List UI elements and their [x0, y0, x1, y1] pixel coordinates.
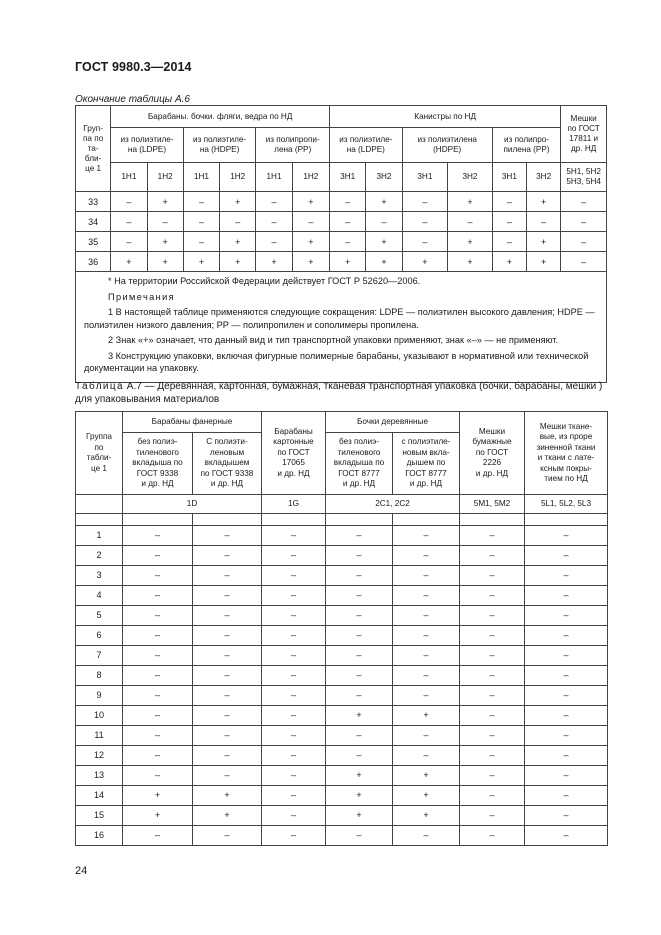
table-cell: – — [460, 606, 525, 626]
table-row — [76, 706, 608, 726]
table-cell: – — [525, 806, 608, 826]
table-cell: – — [460, 526, 525, 546]
table-cell: – — [326, 626, 393, 646]
group-number: 7 — [76, 646, 123, 666]
table-cell: – — [262, 646, 326, 666]
table-cell: – — [525, 726, 608, 746]
table-cell: – — [183, 232, 219, 252]
table-row — [76, 626, 608, 646]
group-number: 4 — [76, 586, 123, 606]
table-cell: – — [262, 666, 326, 686]
table-cell: – — [330, 192, 366, 212]
group-number: 36 — [76, 252, 111, 272]
table-cell: – — [460, 626, 525, 646]
table-cell: – — [492, 192, 526, 212]
type-code: 1H1 — [256, 163, 292, 192]
table-cell: – — [525, 586, 608, 606]
table-a6-caption: Окончание таблицы А.6 — [75, 94, 190, 105]
type-code: 1H2 — [292, 163, 329, 192]
table-cell: – — [123, 566, 193, 586]
table-cell: – — [393, 686, 460, 706]
table-cell: – — [123, 606, 193, 626]
table-cell: – — [193, 726, 262, 746]
table-cell: – — [526, 212, 560, 232]
table-cell: – — [256, 192, 292, 212]
table-row — [76, 806, 608, 826]
table-cell: + — [448, 252, 493, 272]
table-cell: – — [262, 706, 326, 726]
table-cell: – — [123, 726, 193, 746]
table-cell: + — [183, 252, 219, 272]
table-row — [76, 826, 608, 846]
group-number: 33 — [76, 192, 111, 212]
table-a7-caption-text: А.7 — Деревянная, картонная, бумажная, тканевая транспортная упаковка (бочки, барабаны, мешки ) для упаковывания материалов — [75, 381, 603, 405]
table-cell: + — [147, 192, 183, 212]
group-number: 9 — [76, 686, 123, 706]
table-cell: – — [123, 586, 193, 606]
table-cell: – — [460, 566, 525, 586]
table-cell: + — [402, 252, 448, 272]
table-cell: – — [262, 826, 326, 846]
table-cell: – — [525, 826, 608, 846]
table-cell: – — [292, 212, 329, 232]
table-cell: – — [525, 706, 608, 726]
table-cell: – — [460, 706, 525, 726]
table-row — [76, 192, 607, 212]
table-cell: – — [193, 706, 262, 726]
table-row — [76, 746, 608, 766]
table-cell: – — [525, 746, 608, 766]
table-cell: – — [326, 586, 393, 606]
table-cell: – — [460, 586, 525, 606]
table-cell: – — [262, 566, 326, 586]
table-row — [76, 232, 607, 252]
table-cell: – — [492, 232, 526, 252]
table-cell: – — [460, 766, 525, 786]
table-row — [76, 786, 608, 806]
table-cell: + — [526, 252, 560, 272]
table-row — [76, 766, 608, 786]
table-cell: – — [183, 192, 219, 212]
group-number: 12 — [76, 746, 123, 766]
table-cell: – — [123, 766, 193, 786]
table-cell: – — [193, 826, 262, 846]
note: 3 Конструкцию упаковки, включая фигурные полимерные барабаны, указывают в нормативной или технической документации на упаковку. — [84, 350, 589, 373]
table-cell: + — [326, 786, 393, 806]
table-cell: + — [220, 252, 256, 272]
table-cell: – — [393, 606, 460, 626]
table-cell: + — [193, 786, 262, 806]
notes-heading: Примечания — [108, 291, 176, 302]
table-cell: – — [492, 212, 526, 232]
material-header: из полипро- пилена (PP) — [492, 128, 560, 163]
group-number: 8 — [76, 666, 123, 686]
table-cell: – — [402, 212, 448, 232]
group-number: 11 — [76, 726, 123, 746]
table-cell: – — [561, 212, 607, 232]
table-row — [76, 566, 608, 586]
notes-cell — [76, 272, 607, 383]
table-cell: – — [326, 826, 393, 846]
table-cell: + — [526, 232, 560, 252]
table-cell: + — [326, 766, 393, 786]
table-cell: – — [147, 212, 183, 232]
table-cell: + — [326, 806, 393, 826]
table-cell: – — [193, 766, 262, 786]
type-code: 1H2 — [220, 163, 256, 192]
table-cell: + — [448, 232, 493, 252]
table-cell: + — [123, 786, 193, 806]
table-cell: + — [526, 192, 560, 212]
table-cell: – — [262, 686, 326, 706]
table-cell: – — [393, 666, 460, 686]
table-row — [76, 546, 608, 566]
table-cell: – — [123, 626, 193, 646]
type-code: 3H1 — [402, 163, 448, 192]
table-cell: – — [460, 546, 525, 566]
table-cell: – — [393, 546, 460, 566]
table-cell: – — [561, 252, 607, 272]
table-cell: – — [123, 526, 193, 546]
table-cell: – — [326, 746, 393, 766]
table-cell: – — [262, 626, 326, 646]
table-cell: – — [525, 686, 608, 706]
material-header: из полипропи- лена (PP) — [256, 128, 330, 163]
group-number: 34 — [76, 212, 111, 232]
paper-bags-header: Мешки бумажные по ГОСТ 2226 и др. НД — [460, 412, 525, 495]
table-cell: – — [111, 232, 147, 252]
group-header: Груп- па по та- бли- це 1 — [76, 106, 111, 192]
material-header: из полиэтиле- на (LDPE) — [330, 128, 403, 163]
table-cell: – — [393, 646, 460, 666]
table-cell: – — [561, 232, 607, 252]
table-cell: + — [366, 232, 402, 252]
code-cell — [76, 495, 123, 514]
table-cell: – — [460, 806, 525, 826]
table-cell: – — [525, 646, 608, 666]
table-cell: – — [330, 212, 366, 232]
table-cell: – — [393, 566, 460, 586]
cardboard-drums-header: Барабаны картонные по ГОСТ 17065 и др. НД — [262, 412, 326, 495]
type-code: 3H2 — [448, 163, 493, 192]
table-cell: – — [123, 546, 193, 566]
table-cell: + — [292, 192, 329, 212]
table-cell: + — [292, 252, 329, 272]
table-row — [76, 666, 608, 686]
table-a6 — [75, 105, 607, 383]
table-cell: + — [123, 806, 193, 826]
table-cell: – — [262, 766, 326, 786]
drums-header: Барабаны. бочки. фляги, ведра по НД — [111, 106, 330, 128]
table-cell: + — [292, 232, 329, 252]
table-cell: – — [330, 232, 366, 252]
group-number: 1 — [76, 526, 123, 546]
table-cell: – — [393, 626, 460, 646]
document-code: ГОСТ 9980.3—2014 — [75, 60, 192, 74]
table-cell: – — [262, 526, 326, 546]
table-cell: – — [193, 646, 262, 666]
table-cell: + — [147, 252, 183, 272]
table-cell: – — [193, 546, 262, 566]
table-cell: + — [492, 252, 526, 272]
type-code: 3H1 — [330, 163, 366, 192]
table-cell: + — [448, 192, 493, 212]
table-cell: + — [326, 706, 393, 726]
table-cell: – — [460, 666, 525, 686]
table-a7-caption — [75, 381, 615, 406]
group-number: 3 — [76, 566, 123, 586]
group-number: 13 — [76, 766, 123, 786]
group-number: 35 — [76, 232, 111, 252]
table-cell: + — [330, 252, 366, 272]
barrels-with-liner-header: с полиэтиле- новым вкла- дышем по ГОСТ 8777 и др. НД — [393, 433, 460, 495]
table-cell: – — [193, 606, 262, 626]
table-row — [76, 646, 608, 666]
table-cell: + — [193, 806, 262, 826]
note: 1 В настоящей таблице применяются следующие сокращения: LDPE — полиэтилен высокого давления; HDPE — полиэтилен низкого давления; PP — полипропилен и сополимеры пропилена. — [84, 307, 595, 330]
table-cell: – — [123, 666, 193, 686]
group-number: 10 — [76, 706, 123, 726]
table-cell: + — [366, 252, 402, 272]
code-cell: 1D — [123, 495, 262, 514]
wooden-barrels-header: Бочки деревянные — [326, 412, 460, 433]
table-cell: – — [402, 192, 448, 212]
table-cell: – — [193, 566, 262, 586]
table-cell: – — [460, 726, 525, 746]
canisters-header: Канистры по НД — [330, 106, 561, 128]
table-cell: – — [393, 586, 460, 606]
table-cell: – — [525, 666, 608, 686]
table-cell: – — [111, 212, 147, 232]
plywood-no-liner-header: без полиэ- тиленового вкладыша по ГОСТ 9338 и др. НД — [123, 433, 193, 495]
group-number: 16 — [76, 826, 123, 846]
code-cell: 1G — [262, 495, 326, 514]
table-cell: – — [262, 726, 326, 746]
table-cell: – — [460, 646, 525, 666]
table-cell: – — [525, 626, 608, 646]
page-number: 24 — [75, 865, 88, 877]
note: 2 Знак «+» означает, что данный вид и тип транспортной упаковки применяют, знак «–» — не применяют. — [108, 335, 559, 345]
table-cell: – — [193, 686, 262, 706]
table-cell: – — [256, 232, 292, 252]
table-row — [76, 252, 607, 272]
table-cell: – — [326, 646, 393, 666]
table-cell: – — [326, 686, 393, 706]
table-cell: – — [193, 746, 262, 766]
group-number: 5 — [76, 606, 123, 626]
table-cell: – — [393, 826, 460, 846]
code-cell: 2C1, 2C2 — [326, 495, 460, 514]
table-cell: – — [460, 686, 525, 706]
table-cell: – — [193, 666, 262, 686]
table-cell: – — [460, 786, 525, 806]
table-cell: + — [393, 706, 460, 726]
table-cell: + — [220, 232, 256, 252]
table-cell: – — [123, 826, 193, 846]
table-cell: + — [147, 232, 183, 252]
table-cell: – — [262, 546, 326, 566]
table-cell: – — [525, 766, 608, 786]
table-cell: – — [326, 606, 393, 626]
bags-header: Мешки по ГОСТ 17811 и др. НД — [561, 106, 607, 163]
table-cell: – — [460, 746, 525, 766]
group-header: Группа по табли- це 1 — [76, 412, 123, 495]
table-cell: – — [366, 212, 402, 232]
table-cell: – — [193, 586, 262, 606]
table-row — [76, 606, 608, 626]
table-row — [76, 526, 608, 546]
table-row — [76, 586, 608, 606]
table-cell: – — [402, 232, 448, 252]
footnote: * На территории Российской Федерации действует ГОСТ Р 52620—2006. — [108, 276, 421, 286]
code-cell: 5L1, 5L2, 5L3 — [525, 495, 608, 514]
table-cell: – — [262, 786, 326, 806]
table-cell: + — [220, 192, 256, 212]
table-cell: + — [111, 252, 147, 272]
table-cell: – — [326, 726, 393, 746]
table-cell: – — [262, 806, 326, 826]
table-cell: – — [326, 566, 393, 586]
table-cell: – — [123, 706, 193, 726]
table-cell: – — [262, 606, 326, 626]
table-cell: – — [262, 746, 326, 766]
plywood-with-liner-header: С полиэти- леновым вкладышем по ГОСТ 9338 и др. НД — [193, 433, 262, 495]
table-cell: – — [123, 746, 193, 766]
table-cell: – — [525, 606, 608, 626]
table-cell: – — [561, 192, 607, 212]
type-code: 3H2 — [366, 163, 402, 192]
table-cell: – — [525, 786, 608, 806]
type-code: 1H1 — [183, 163, 219, 192]
bags-code: 5H1, 5H2 5H3, 5H4 — [561, 163, 607, 192]
code-cell: 5M1, 5M2 — [460, 495, 525, 514]
table-cell: – — [193, 526, 262, 546]
table-cell: – — [111, 192, 147, 212]
table-row — [76, 686, 608, 706]
group-number: 6 — [76, 626, 123, 646]
material-header: из полиэтилена (HDPE) — [402, 128, 492, 163]
table-cell: – — [460, 826, 525, 846]
table-cell: – — [525, 566, 608, 586]
type-code: 3H1 — [492, 163, 526, 192]
material-header: из полиэтиле- на (HDPE) — [183, 128, 256, 163]
table-cell: – — [326, 526, 393, 546]
table-cell: + — [366, 192, 402, 212]
textile-bags-header: Мешки ткане- вые, из проре зиненной ткани и ткани с лате- ксным покры- тием по НД — [525, 412, 608, 495]
table-cell: + — [393, 766, 460, 786]
table-cell: – — [123, 686, 193, 706]
table-cell: – — [256, 212, 292, 232]
table-cell: – — [393, 726, 460, 746]
type-code: 1H2 — [147, 163, 183, 192]
group-number: 15 — [76, 806, 123, 826]
table-cell: + — [393, 786, 460, 806]
type-code: 1H1 — [111, 163, 147, 192]
table-cell: + — [393, 806, 460, 826]
table-a7 — [75, 411, 608, 846]
table-cell: – — [262, 586, 326, 606]
group-number: 14 — [76, 786, 123, 806]
plywood-drums-header: Барабаны фанерные — [123, 412, 262, 433]
table-cell: – — [448, 212, 493, 232]
table-row — [76, 212, 607, 232]
table-cell: – — [393, 746, 460, 766]
table-cell: – — [525, 546, 608, 566]
table-cell: – — [183, 212, 219, 232]
group-number: 2 — [76, 546, 123, 566]
table-row — [76, 726, 608, 746]
type-code: 3H2 — [526, 163, 560, 192]
table-cell: – — [326, 666, 393, 686]
table-cell: – — [193, 626, 262, 646]
table-a7-caption-label: Таблица — [75, 381, 125, 392]
table-cell: + — [256, 252, 292, 272]
table-cell: – — [220, 212, 256, 232]
table-cell: – — [393, 526, 460, 546]
barrels-no-liner-header: без полиэ- тиленового вкладыша по ГОСТ 8777 и др. НД — [326, 433, 393, 495]
table-cell: – — [525, 526, 608, 546]
table-cell: – — [326, 546, 393, 566]
material-header: из полиэтиле- на (LDPE) — [111, 128, 184, 163]
table-cell: – — [123, 646, 193, 666]
